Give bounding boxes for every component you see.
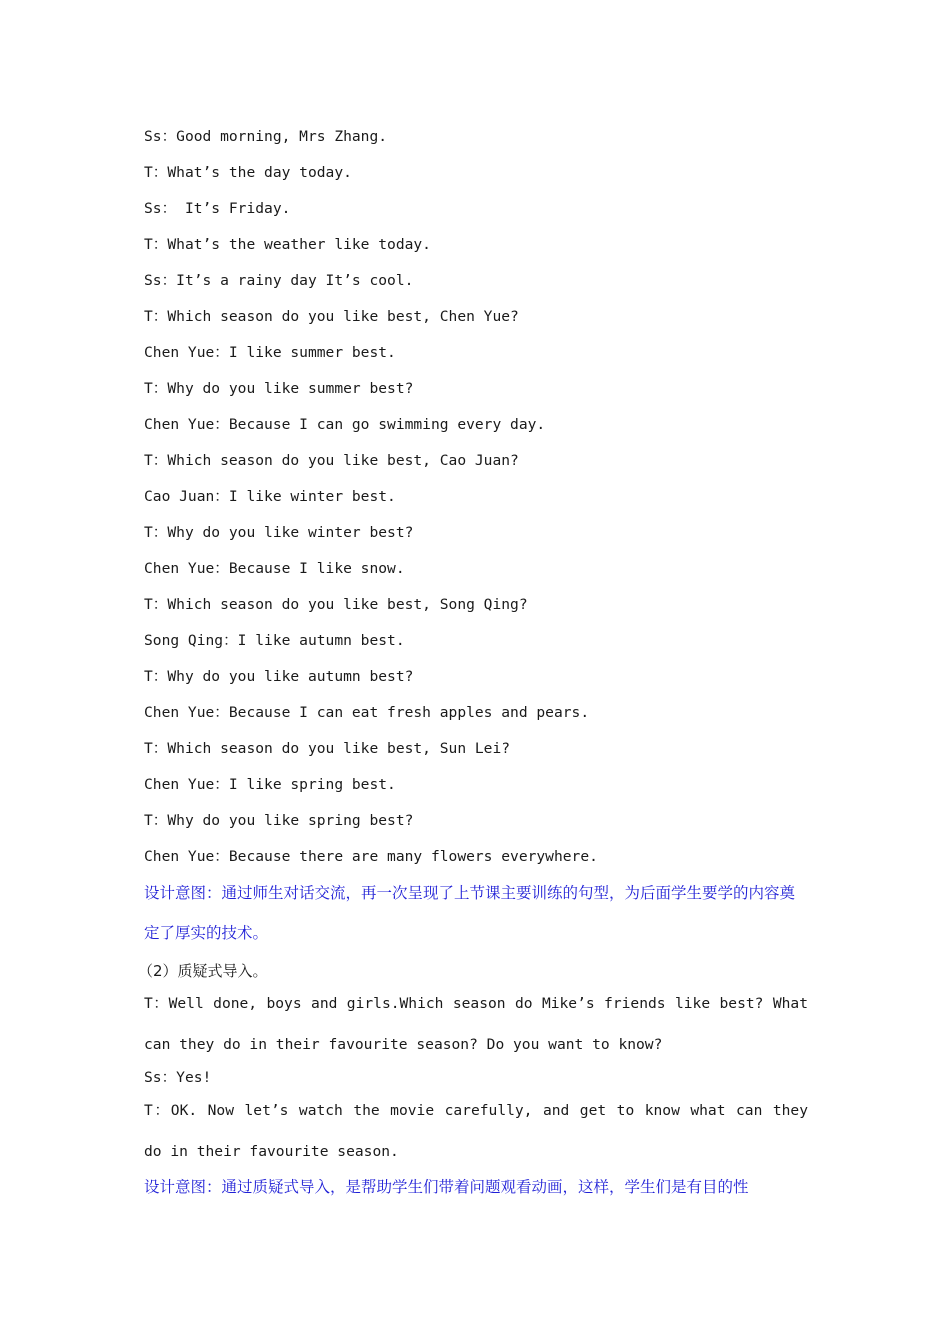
dialogue-line: Ss： It’s Friday. (144, 200, 291, 217)
dialogue-line: T：Which season do you like best, Sun Lei? (144, 740, 511, 757)
dialogue-line: Chen Yue：Because I like snow. (144, 560, 405, 577)
teacher-paragraph: T：OK. Now let’s watch the movie carefully, and get to know what can they do in their favourite season. (144, 1102, 808, 1160)
dialogue-line: Chen Yue：Because there are many flowers everywhere. (144, 848, 598, 865)
dialogue-line: T：Why do you like summer best? (144, 380, 414, 397)
dialogue-line: Cao Juan：I like winter best. (144, 488, 396, 505)
design-intent-note: 设计意图：通过质疑式导入，是帮助学生们带着问题观看动画，这样，学生们是有目的性 (144, 1178, 749, 1196)
dialogue-line: Chen Yue：Because I can eat fresh apples and pears. (144, 704, 590, 721)
document-body (138, 119, 808, 1207)
dialogue-line: Chen Yue：I like spring best. (144, 776, 396, 793)
dialogue-line: Ss：Yes! (144, 1069, 212, 1086)
dialogue-block (144, 119, 808, 875)
dialogue-line: Ss：Good morning, Mrs Zhang. (144, 128, 388, 145)
dialogue-line: T：Why do you like spring best? (144, 812, 414, 829)
dialogue-line: Ss：It’s a rainy day It’s cool. (144, 272, 414, 289)
dialogue-line: T：Why do you like winter best? (144, 524, 414, 541)
dialogue-line: T：What’s the weather like today. (144, 236, 431, 253)
dialogue-line: T：What’s the day today. (144, 164, 352, 181)
dialogue-line: T：Which season do you like best, Chen Yue? (144, 308, 519, 325)
dialogue-line: Song Qing：I like autumn best. (144, 632, 405, 649)
dialogue-line: T：Which season do you like best, Song Qing? (144, 596, 528, 613)
dialogue-line: Chen Yue：I like summer best. (144, 344, 396, 361)
design-intent-note: 设计意图：通过师生对话交流，再一次呈现了上节课主要训练的句型，为后面学生要学的内容奠定了厚实的技术。 (144, 884, 796, 942)
dialogue-line: Chen Yue：Because I can go swimming every day. (144, 416, 546, 433)
dialogue-line: T：Why do you like autumn best? (144, 668, 414, 685)
dialogue-line: T：Which season do you like best, Cao Juan? (144, 452, 519, 469)
teacher-paragraph: T：Well done, boys and girls.Which season do Mike’s friends like best? What can they do in their favourite season? Do you want to know? (144, 995, 808, 1053)
section-heading: （2）质疑式导入。 (138, 962, 268, 980)
